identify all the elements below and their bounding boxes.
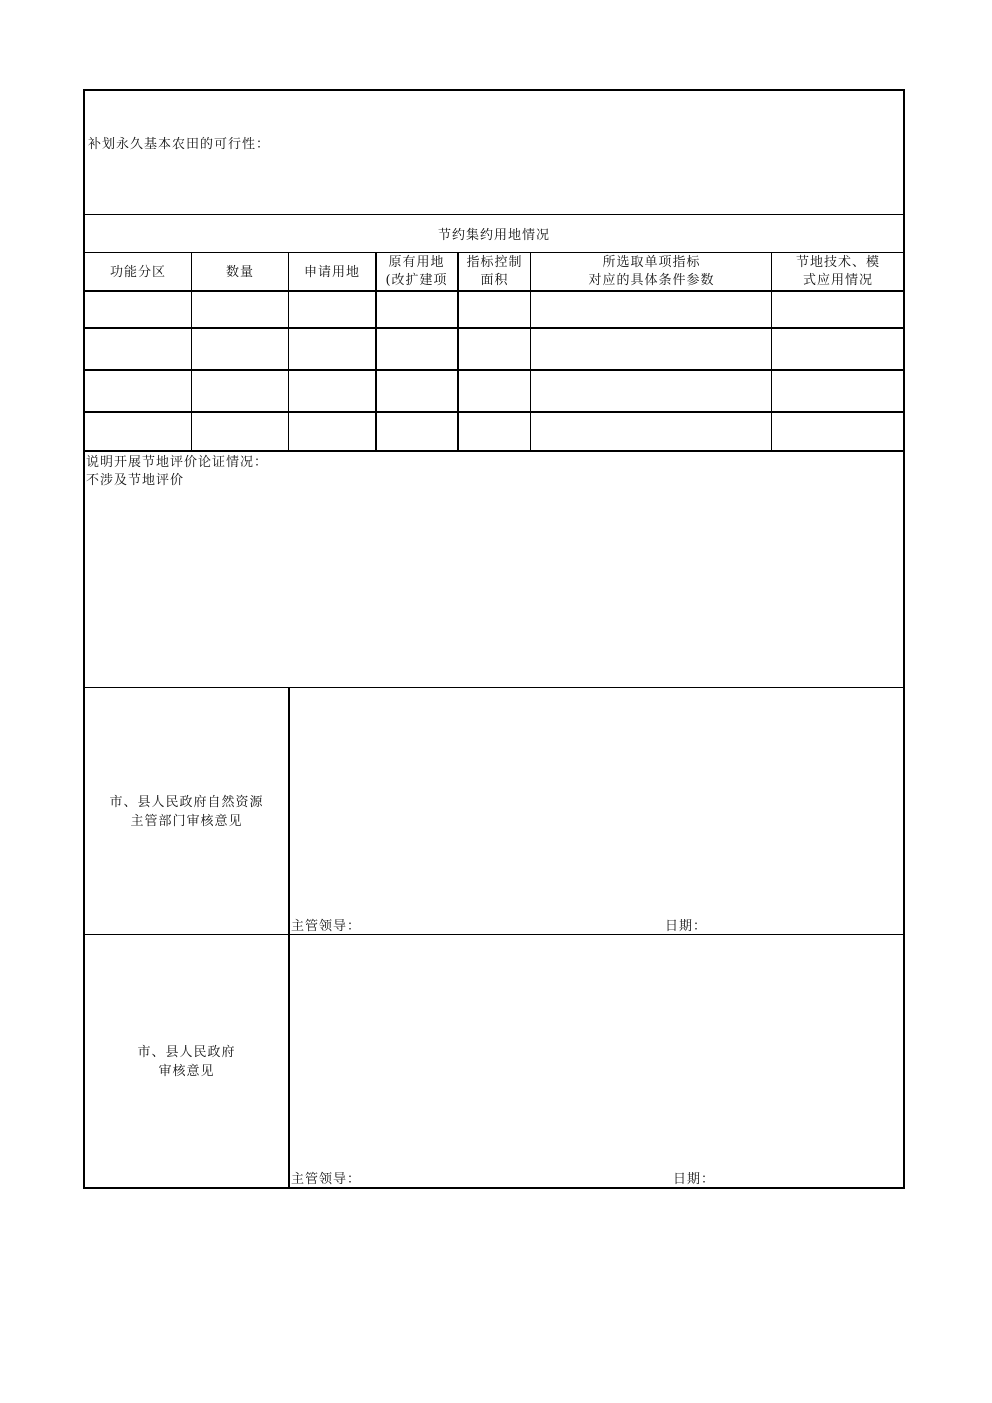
header-indicator-area-l2: 面积 [480, 273, 509, 288]
border-right [903, 89, 905, 1189]
government-review-label-l2: 审核意见 [158, 1064, 215, 1079]
feasibility-label: 补划永久基本农田的可行性： [88, 137, 271, 152]
table-row [85, 413, 903, 450]
border-left [83, 89, 85, 1189]
table-row [85, 329, 903, 369]
border-bottom [83, 1187, 905, 1189]
header-function-zone: 功能分区 [109, 265, 166, 280]
government-leader-label: 主管领导： [291, 1172, 362, 1187]
divider-title [83, 252, 905, 253]
resources-date-label: 日期： [665, 919, 708, 934]
resources-leader-label: 主管领导： [291, 919, 362, 934]
government-review-label-l1: 市、县人民政府 [137, 1045, 236, 1060]
divider-feasibility [83, 214, 905, 215]
land-use-title: 节约集约用地情况 [437, 228, 550, 243]
header-applied-land: 申请用地 [303, 265, 360, 280]
evaluation-value: 不涉及节地评价 [86, 473, 185, 488]
header-selected-indicator-l1: 所选取单项指标 [602, 255, 701, 270]
header-original-land-l2: (改扩建项 [385, 273, 448, 288]
header-technique-l1: 节地技术、模 [795, 255, 880, 270]
table-row [85, 371, 903, 411]
resources-review-label-l2: 主管部门审核意见 [130, 814, 243, 829]
resources-review-label-l1: 市、县人民政府自然资源 [109, 795, 264, 810]
government-date-label: 日期： [673, 1172, 716, 1187]
evaluation-label: 说明开展节地评价论证情况： [86, 455, 269, 470]
header-quantity: 数量 [225, 265, 254, 280]
divider-resources-review [83, 934, 905, 935]
header-technique-l2: 式应用情况 [802, 273, 873, 288]
header-original-land-l1: 原有用地 [388, 255, 445, 270]
review-divider-vertical [288, 687, 290, 1188]
border-top [83, 89, 905, 91]
table-row-line-5 [83, 450, 905, 452]
divider-evaluation [83, 687, 905, 688]
header-selected-indicator-l2: 对应的具体条件参数 [588, 273, 715, 288]
table-row [85, 292, 903, 327]
header-indicator-area-l1: 指标控制 [466, 255, 523, 270]
